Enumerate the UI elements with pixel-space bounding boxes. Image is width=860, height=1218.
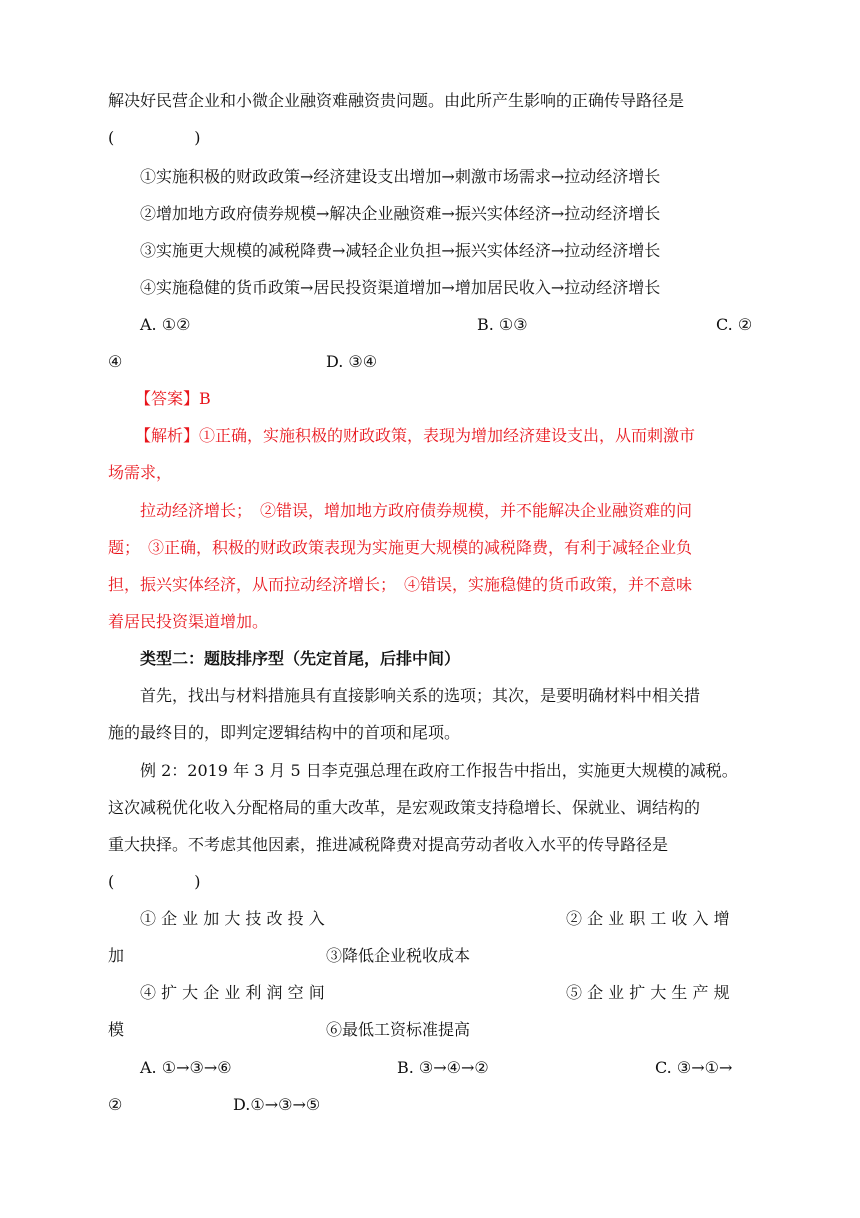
- q1-answer: 【答案】B: [135, 389, 211, 408]
- q1-item-1: ①实施积极的财政政策→经济建设支出增加→刺激市场需求→拉动经济增长: [140, 167, 661, 186]
- q2-item-2-cont: 加: [108, 946, 125, 965]
- q1-option-a: A. ①②: [140, 315, 191, 334]
- q1-option-c-cont: ④: [108, 352, 123, 371]
- q1-analysis-line2: 场需求，: [108, 463, 173, 482]
- q1-stem-line1: 解决好民营企业和小微企业融资难融资贵问题。由此所产生影响的正确传导路径是: [108, 91, 685, 110]
- type2-heading: 类型二：题肢排序型（先定首尾，后排中间）: [140, 649, 461, 668]
- q2-option-d: D.①→③→⑤: [233, 1095, 321, 1114]
- q1-item-2: ②增加地方政府债券规模→解决企业融资难→振兴实体经济→拉动经济增长: [140, 204, 661, 223]
- q1-item-4: ④实施稳健的货币政策→居民投资渠道增加→增加居民收入→拉动经济增长: [140, 278, 661, 297]
- q2-item-4: ④ 扩 大 企 业 利 润 空 间: [140, 983, 325, 1002]
- q1-option-d: D. ③④: [326, 352, 378, 371]
- type2-desc-line2: 施的最终目的，即判定逻辑结构中的首项和尾项。: [108, 723, 461, 742]
- q2-option-c-cont: ②: [108, 1095, 123, 1114]
- q2-item-6: ⑥最低工资标准提高: [326, 1020, 471, 1039]
- q2-item-3: ③降低企业税收成本: [326, 946, 471, 965]
- q1-option-b: B. ①③: [477, 315, 528, 334]
- type2-desc-line1: 首先，找出与材料措施具有直接影响关系的选项；其次，是要明确材料中相关措: [140, 686, 701, 705]
- q1-analysis-line5: 担，振兴实体经济，从而拉动经济增长； ④错误，实施稳健的货币政策，并不意味: [108, 575, 693, 594]
- q2-option-a: A. ①→③→⑥: [140, 1058, 232, 1077]
- q1-analysis-line3: 拉动经济增长； ②错误，增加地方政府债券规模，并不能解决企业融资难的问: [140, 501, 693, 520]
- q1-analysis-line6: 着居民投资渠道增加。: [108, 612, 269, 631]
- q2-item-5: ⑤ 企 业 扩 大 生 产 规: [566, 983, 730, 1002]
- q2-option-b: B. ③→④→②: [397, 1058, 489, 1077]
- q2-item-1: ① 企 业 加 大 技 改 投 入: [140, 909, 325, 928]
- q2-item-5-cont: 模: [108, 1020, 125, 1039]
- q1-item-3: ③实施更大规模的减税降费→减轻企业负担→振兴实体经济→拉动经济增长: [140, 241, 661, 260]
- q2-stem-line3: 重大抉择。不考虑其他因素，推进减税降费对提高劳动者收入水平的传导路径是: [108, 835, 669, 854]
- q1-option-c: C. ②: [716, 315, 753, 334]
- q1-stem-paren: ( ): [108, 128, 201, 147]
- q1-analysis-line4: 题； ③正确，积极的财政政策表现为实施更大规模的减税降费，有利于减轻企业负: [108, 538, 693, 557]
- q2-stem-paren: ( ): [108, 872, 201, 891]
- q2-option-c: C. ③→①→: [655, 1058, 733, 1077]
- q2-stem-line1: 例 2：2019 年 3 月 5 日李克强总理在政府工作报告中指出，实施更大规模的减税。: [140, 761, 738, 780]
- q2-item-2: ② 企 业 职 工 收 入 增: [566, 909, 730, 928]
- q2-stem-line2: 这次减税优化收入分配格局的重大改革，是宏观政策支持稳增长、保就业、调结构的: [108, 798, 701, 817]
- q1-analysis-line1: 【解析】①正确，实施积极的财政政策，表现为增加经济建设支出，从而刺激市: [135, 426, 696, 445]
